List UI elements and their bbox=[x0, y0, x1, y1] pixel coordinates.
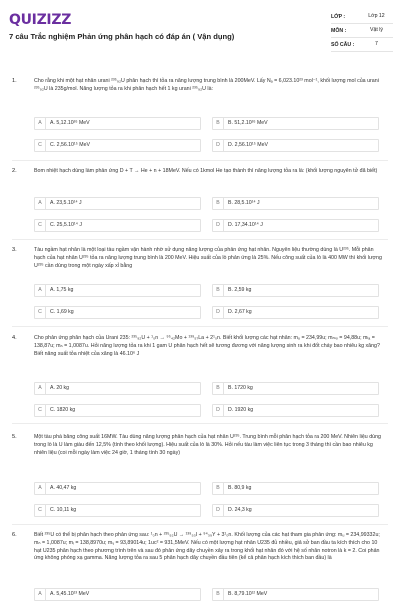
option-letter: D bbox=[213, 405, 224, 416]
option-letter: A bbox=[35, 383, 46, 394]
question-number: 6. bbox=[12, 532, 17, 538]
option-letter: A bbox=[35, 118, 46, 129]
divider bbox=[12, 239, 388, 240]
question-text: Một tàu phá băng công suất 16MW. Tàu dùng năng lượng phân hạch của hạt nhân U²³⁵. Trung bình mỗi phân hạch tỏa ra 200 MeV. Nhiên liệu dùng trong lò là U làm giàu đến 12,5% (tính theo khối lượng). Hiệu suất của lò là 30%. Hỏi nếu tàu làm việc liên tục trong 3 tháng thì cần bao nhiêu kg nhiên liệu (coi mỗi ngày làm việc 24 giờ, 1 tháng tính 30 ngày) bbox=[34, 434, 381, 456]
question-number: 1. bbox=[12, 78, 17, 84]
option-text: B. 51,2.10²⁶ MeV bbox=[228, 120, 268, 126]
option-letter: C bbox=[35, 505, 46, 516]
page-title: 7 câu Trắc nghiệm Phản ứng phân hạch có đáp án ( Vận dụng) bbox=[9, 32, 235, 41]
option-text: A. 20 kg bbox=[50, 385, 70, 391]
option-letter: C bbox=[35, 220, 46, 231]
info-label: SỐ CÂU : bbox=[331, 42, 355, 48]
option-text: C. 10,11 kg bbox=[50, 507, 77, 513]
info-label: MÔN : bbox=[331, 28, 347, 34]
option-d[interactable] bbox=[212, 306, 379, 319]
option-letter: D bbox=[213, 140, 224, 151]
divider bbox=[331, 51, 393, 52]
option-letter: A bbox=[35, 589, 46, 600]
option-text: B. 8,79.10¹² MeV bbox=[228, 591, 268, 597]
option-text: C. 1,69 kg bbox=[50, 309, 74, 315]
option-b[interactable] bbox=[212, 482, 379, 495]
option-d[interactable] bbox=[212, 504, 379, 517]
question-number: 3. bbox=[12, 247, 17, 253]
option-b[interactable] bbox=[212, 284, 379, 297]
option-text: D. 2,67 kg bbox=[228, 309, 252, 315]
option-letter: B bbox=[213, 589, 224, 600]
option-text: C. 1820 kg bbox=[50, 407, 76, 413]
option-letter: B bbox=[213, 483, 224, 494]
question-text: Tàu ngầm hạt nhân là một loại tàu ngầm vận hành nhờ sử dụng năng lượng của phản ứng hạt nhân. Nguyên liệu thường dùng là U²³⁵. Mỗi phân hạch của hạt nhân U²³⁵ tỏa ra năng lượng trung bình là 200 MeV. Hiệu suất của lò phản ứng là 25%. Nếu công suất của lò là 400 MW thì khối lượng U²³⁵ cần dùng trong một ngày xấp xỉ bằng bbox=[34, 247, 382, 269]
option-text: A. 40,47 kg bbox=[50, 485, 77, 491]
option-letter: C bbox=[35, 307, 46, 318]
divider bbox=[12, 423, 388, 424]
option-text: B. 28,5.10¹⁴ J bbox=[228, 200, 260, 206]
option-letter: D bbox=[213, 307, 224, 318]
option-c[interactable] bbox=[34, 306, 201, 319]
divider bbox=[331, 23, 393, 24]
quizizz-logo: QUIZIZZ bbox=[9, 12, 72, 28]
option-a[interactable] bbox=[34, 284, 201, 297]
info-value: Lớp 12 bbox=[368, 13, 385, 19]
option-text: A. 1,75 kg bbox=[50, 287, 74, 293]
question-text: Cho phản ứng phân hạch của Urani 235: ²³⁵₉₂U + ¹₀n → ⁹⁵₄₂Mo + ¹³⁹₅₇La + 2¹₀n. Biết khối lượng các hạt nhân: mᵤ = 234,99u; mₘₒ = 94,88u; mₗₐ = 138,87u; mₙ = 1,0087u. Hỏi năng lượng tỏa ra khi 1 gam U phân hạch hết sẽ tương đương với năng lượng sinh ra khi đốt cháy bao nhiêu kg xăng? Biết năng suất tỏa nhiệt của xăng là 46.10⁶ J bbox=[34, 335, 380, 357]
option-text: D. 1920 kg bbox=[228, 407, 254, 413]
option-letter: D bbox=[213, 220, 224, 231]
option-text: A. 5,45.10¹³ MeV bbox=[50, 591, 90, 597]
option-b[interactable] bbox=[212, 588, 379, 601]
option-letter: B bbox=[213, 285, 224, 296]
option-a[interactable] bbox=[34, 117, 201, 130]
option-text: B. 1720 kg bbox=[228, 385, 253, 391]
divider bbox=[12, 524, 388, 525]
option-c[interactable] bbox=[34, 139, 201, 152]
option-a[interactable] bbox=[34, 197, 201, 210]
option-text: C. 25,5.10¹⁴ J bbox=[50, 222, 82, 228]
option-letter: A bbox=[35, 198, 46, 209]
option-letter: B bbox=[213, 383, 224, 394]
info-value: 7 bbox=[375, 41, 378, 47]
option-text: D. 17,34.10¹⁴ J bbox=[228, 222, 263, 228]
option-letter: A bbox=[35, 285, 46, 296]
option-d[interactable] bbox=[212, 219, 379, 232]
option-a[interactable] bbox=[34, 382, 201, 395]
option-text: D. 24,3 kg bbox=[228, 507, 252, 513]
question-number: 5. bbox=[12, 434, 17, 440]
option-text: B. 80,9 kg bbox=[228, 485, 252, 491]
option-text: A. 5,12.10²⁶ MeV bbox=[50, 120, 90, 126]
option-letter: C bbox=[35, 140, 46, 151]
option-b[interactable] bbox=[212, 197, 379, 210]
info-label: LỚP : bbox=[331, 14, 346, 20]
option-letter: B bbox=[213, 198, 224, 209]
option-text: D. 2,56.10¹⁵ MeV bbox=[228, 142, 268, 148]
question-number: 2. bbox=[12, 168, 17, 174]
header bbox=[0, 0, 400, 62]
divider bbox=[12, 160, 388, 161]
option-c[interactable] bbox=[34, 404, 201, 417]
option-letter: B bbox=[213, 118, 224, 129]
divider bbox=[331, 37, 393, 38]
option-text: C. 2,56.10¹⁵ MeV bbox=[50, 142, 90, 148]
option-a[interactable] bbox=[34, 482, 201, 495]
option-letter: A bbox=[35, 483, 46, 494]
divider bbox=[12, 326, 388, 327]
info-value: Vật lý bbox=[370, 27, 383, 33]
option-letter: C bbox=[35, 405, 46, 416]
option-text: B. 2,59 kg bbox=[228, 287, 252, 293]
option-b[interactable] bbox=[212, 382, 379, 395]
option-c[interactable] bbox=[34, 219, 201, 232]
question-text: Biết ²³⁵U có thể bị phân hạch theo phản ứng sau: ¹₀n + ²³⁵₉₂U → ¹³⁹₅₃I + ⁹⁴₃₉Y + 3¹₀n. Khối lượng của các hạt tham gia phản ứng: mᵤ = 234,99332u; mₙ = 1,0087u; mᵢ = 138,8970u; mᵧ = 93,89014u; 1uc² = 931,5MeV. Nếu có một lượng hạt nhân U235 đủ nhiều, giả sử ban đầu ta kích thích cho 10 hạt U235 phân hạch theo phương trình trên và sau đó phản ứng dây chuyền xảy ra trong khối hạt nhân đó với hệ số nhân notron là k = 2. Coi phản ứng không phóng xạ gamma. Năng lượng tỏa ra sau 5 phân hạch dây chuyền đầu tiên (kể cả phân hạch kích thích ban đầu) là bbox=[34, 532, 380, 562]
question-text: Cho rằng khi một hạt nhân urani ²³⁵₉₂U phân hạch thì tỏa ra năng lượng trung bình là 200MeV. Lấy Nₐ = 6,023.10²³ mol⁻¹, khối lượng mol của urani ²³⁵₉₂U là 235g/mol. Năng lượng tỏa ra khi phân hạch hết 1 kg urani ²³⁵₉₂U là: bbox=[34, 78, 379, 92]
option-b[interactable] bbox=[212, 117, 379, 130]
question-text: Bom nhiệt hạch dùng làm phản ứng D + T → He + n + 18MeV. Nếu có 1kmol He tạo thành thì năng lượng tỏa ra là: (khối lượng nguyên tử đã biết) bbox=[34, 168, 378, 174]
question-number: 4. bbox=[12, 335, 17, 341]
option-c[interactable] bbox=[34, 504, 201, 517]
option-letter: D bbox=[213, 505, 224, 516]
option-a[interactable] bbox=[34, 588, 201, 601]
option-d[interactable] bbox=[212, 404, 379, 417]
option-d[interactable] bbox=[212, 139, 379, 152]
option-text: A. 23,5.10¹⁴ J bbox=[50, 200, 82, 206]
